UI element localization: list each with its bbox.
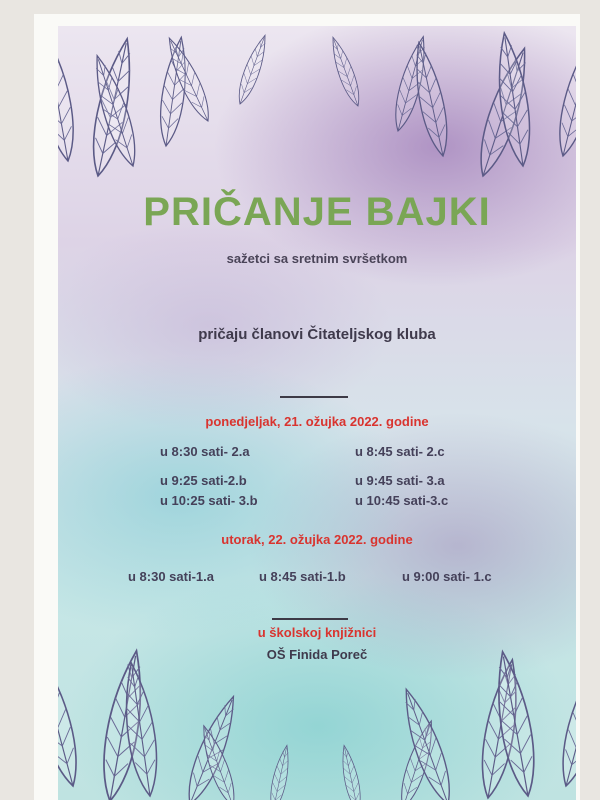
schedule-slot: u 8:45 sati-1.b [259,569,346,584]
poster-title: PRIČANJE BAJKI [143,190,491,234]
schedule-slot: u 8:30 sati- 2.a [160,444,250,459]
schedule-slot: u 9:00 sati- 1.c [402,569,492,584]
divider-bottom [272,618,348,620]
schedule-slot: u 9:45 sati- 3.a [355,473,445,488]
schedule-slot: u 10:45 sati-3.c [355,493,449,508]
schedule-slot: u 10:25 sati- 3.b [160,493,258,508]
school-name: OŠ Finida Poreč [266,647,368,662]
divider-top [280,396,348,398]
schedule-slot: u 8:45 sati- 2.c [355,444,445,459]
schedule-slot: u 8:30 sati-1.a [128,569,214,584]
day2-heading: utorak, 22. ožujka 2022. godine [221,532,413,547]
tellers-line: pričaju članovi Čitateljskog kluba [198,326,436,343]
poster [58,26,576,800]
leaf-decoration-icon [58,26,576,800]
poster-subtitle: sažetci sa sretnim svršetkom [226,251,408,266]
location-line: u školskoj knjižnici [257,625,377,640]
day1-heading: ponedjeljak, 21. ožujka 2022. godine [205,414,429,429]
schedule-slot: u 9:25 sati-2.b [160,473,247,488]
